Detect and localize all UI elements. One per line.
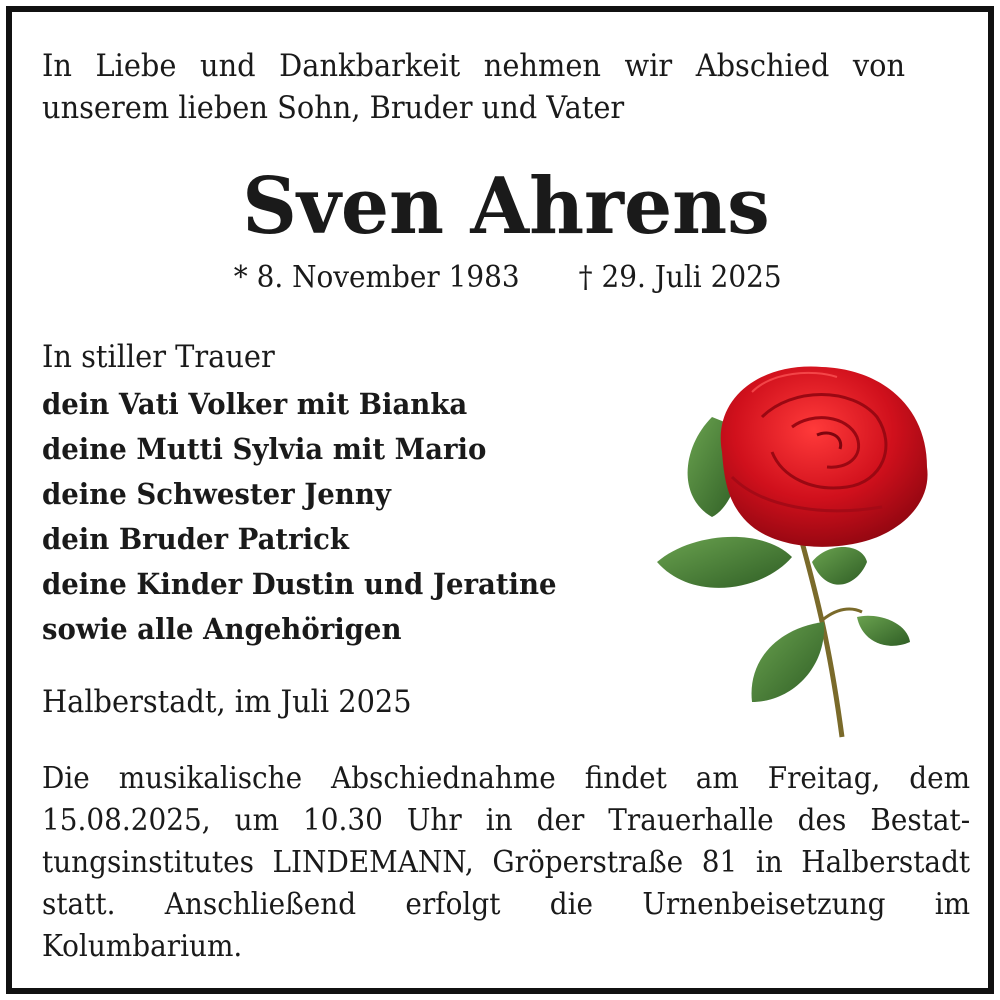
mourner-item: deine Schwester Jenny xyxy=(42,477,391,511)
intro-line-2: unserem lieben Sohn, Bruder und Vater xyxy=(42,90,625,126)
mourner-list xyxy=(42,382,584,652)
mourner-item: dein Vati Volker mit Bianka xyxy=(42,387,468,421)
notice-line: Kolumbarium. xyxy=(42,929,243,964)
notice-line: tungsinstitutes LINDEMANN, Gröperstraße 81 in Halberstadt xyxy=(42,845,971,880)
obituary-frame xyxy=(6,6,994,994)
life-dates xyxy=(12,258,1000,298)
ceremony-notice xyxy=(42,758,970,968)
mourner-item: sowie alle Angehörigen xyxy=(42,612,402,646)
mourner-item: deine Kinder Dustin und Jeratine xyxy=(42,567,557,601)
red-rose-icon xyxy=(652,357,942,747)
intro-line-1: In Liebe und Dankbarkeit nehmen wir Abschied von xyxy=(42,48,906,84)
mourner-item: dein Bruder Patrick xyxy=(42,522,350,556)
birth-date: * 8. November 1983 xyxy=(233,260,520,295)
mourner-item: deine Mutti Sylvia mit Mario xyxy=(42,432,487,466)
place-date: Halberstadt, im Juli 2025 xyxy=(42,684,412,720)
notice-line: Die musikalische Abschiednahme findet am Freitag, dem xyxy=(42,761,971,796)
notice-line: 15.08.2025, um 10.30 Uhr in der Trauerhalle des Bestat- xyxy=(42,803,971,838)
mourning-heading: In stiller Trauer xyxy=(42,339,275,375)
deceased-name: Sven Ahrens xyxy=(242,161,770,252)
notice-line: statt. Anschließend erfolgt die Urnenbeisetzung im xyxy=(42,887,971,922)
death-date: † 29. Juli 2025 xyxy=(578,260,782,295)
